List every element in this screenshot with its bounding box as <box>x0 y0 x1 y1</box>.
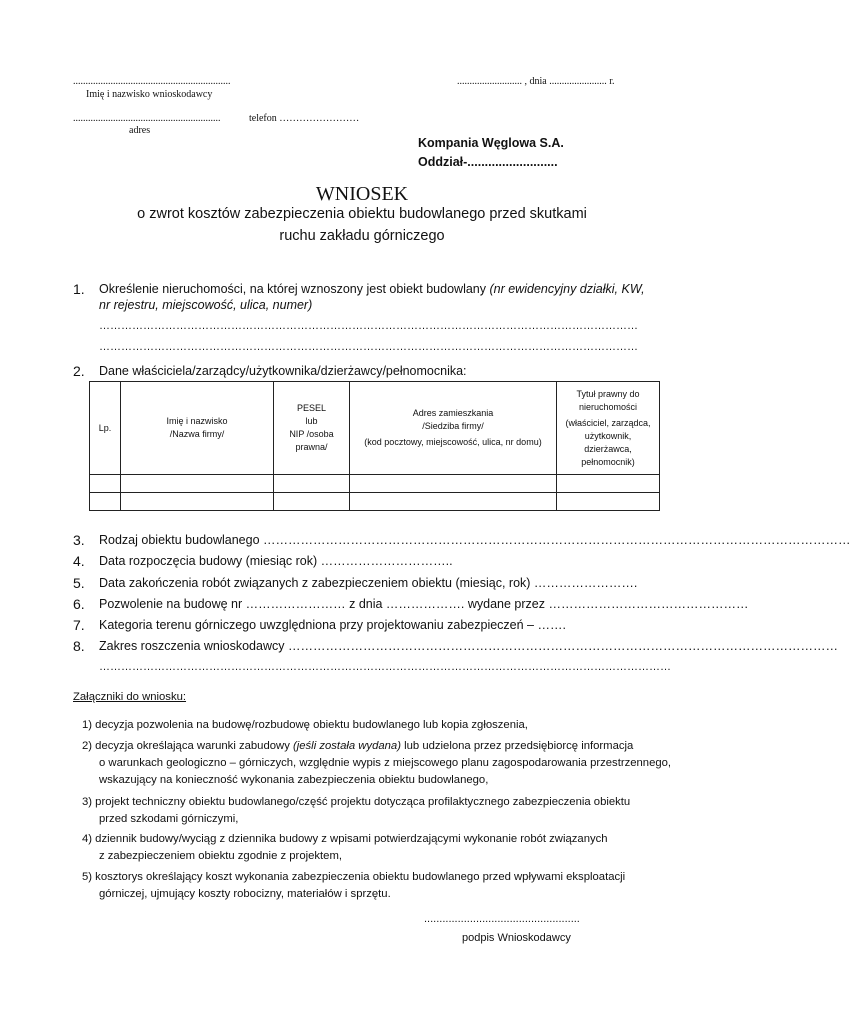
document-title: WNIOSEK <box>315 183 409 205</box>
table-header-row <box>90 382 660 475</box>
cell-pesel[interactable] <box>274 493 350 511</box>
item-5-number: 5. <box>73 575 85 591</box>
col-legal-title: Tytuł prawny do nieruchomości (właściciel, zarządca, użytkownik, dzierżawca, pełnomocnik) <box>557 382 660 475</box>
section-1-number: 1. <box>73 281 85 297</box>
attachment-4-line1: 4) dziennik budowy/wyciąg z dziennika budowy z wpisami potwierdzającymi wykonanie robót związanych <box>82 833 608 845</box>
section-1-hint-a: (nr ewidencyjny działki, KW, <box>489 282 645 296</box>
company-name: Kompania Węglowa S.A. <box>418 136 564 150</box>
cell-address[interactable] <box>350 475 557 493</box>
signature-label: podpis Wnioskodawcy <box>462 932 571 944</box>
cell-lp[interactable] <box>90 475 121 493</box>
table-row <box>90 493 660 511</box>
section-1-text <box>99 282 645 296</box>
col-pesel: PESEL lub NIP /osoba prawna/ <box>274 382 350 475</box>
section-1-dots-1: ………………………………………………………………………………………………………………………………… <box>99 320 638 332</box>
address-label: adres <box>129 125 151 136</box>
document-subtitle-line1: o zwrot kosztów zabezpieczenia obiektu budowlanego przed skutkami <box>137 206 587 222</box>
cell-pesel[interactable] <box>274 475 350 493</box>
item-6-text: Pozwolenie na budowę nr …………………… z dnia ………………. wydane przez ………………………………………… <box>99 597 749 611</box>
item-8-dots: ………………………………………………………………………………………………………………………………………… <box>99 661 671 673</box>
branch-field: Oddział-.......................... <box>418 155 558 169</box>
address-field: ........................................................... <box>73 113 221 124</box>
col-name: Imię i nazwisko /Nazwa firmy/ <box>121 382 274 475</box>
document-subtitle-line2: ruchu zakładu górniczego <box>279 228 445 244</box>
item-8-number: 8. <box>73 638 85 654</box>
col-address: Adres zamieszkania /Siedziba firmy/ (kod pocztowy, miejscowość, ulica, nr domu) <box>350 382 557 475</box>
attachment-1: 1) decyzja pozwolenia na budowę/rozbudowę obiektu budowlanego lub kopia zgłoszenia, <box>82 719 528 731</box>
item-6-number: 6. <box>73 596 85 612</box>
item-5-text: Data zakończenia robót związanych z zabezpieczeniem obiektu (miesiąc, rok) ……………………. <box>99 576 638 590</box>
attachment-2-line3: wskazujący na konieczność wykonania zabezpieczenia obiektu budowlanego, <box>99 774 489 786</box>
col-lp: Lp. <box>90 382 121 475</box>
cell-name[interactable] <box>121 493 274 511</box>
attachment-2-line2: o warunkach geologiczno – górniczych, względnie wypis z miejscowego planu zagospodarowania przestrzennego, <box>99 757 672 769</box>
place-date-field: .......................... , dnia ....................... r. <box>457 76 615 87</box>
cell-title[interactable] <box>557 475 660 493</box>
cell-title[interactable] <box>557 493 660 511</box>
signature-line: ................................................... <box>424 913 580 925</box>
cell-address[interactable] <box>350 493 557 511</box>
item-8-text: Zakres roszczenia wnioskodawcy …………………………………………………………………………………………………………………… <box>99 639 838 653</box>
applicant-name-label: Imię i nazwisko wnioskodawcy <box>86 89 213 100</box>
table-row <box>90 475 660 493</box>
applicant-name-field: ............................................................... <box>73 76 231 87</box>
attachment-4-line2: z zabezpieczeniem obiektu zgodnie z projektem, <box>99 850 343 862</box>
cell-name[interactable] <box>121 475 274 493</box>
section-2-number: 2. <box>73 363 85 379</box>
item-7-text: Kategoria terenu górniczego uwzględniona przy projektowaniu zabezpieczeń – ……. <box>99 618 566 632</box>
item-4-text: Data rozpoczęcia budowy (miesiąc rok) ………………………….. <box>99 554 453 568</box>
attachment-5-line1: 5) kosztorys określający koszt wykonania zabezpieczenia obiektu budowlanego przed wpływami eksploatacji <box>82 871 626 883</box>
section-2-text: Dane właściciela/zarządcy/użytkownika/dzierżawcy/pełnomocnika: <box>99 364 467 378</box>
attachments-heading: Załączniki do wniosku: <box>73 691 187 703</box>
cell-lp[interactable] <box>90 493 121 511</box>
attachment-3-line2: przed szkodami górniczymi, <box>99 813 239 825</box>
attachment-2-line1: 2) decyzja określająca warunki zabudowy (jeśli została wydana) lub udzielona przez przedsiębiorcę informacja <box>82 740 634 752</box>
section-1-hint-b: nr rejestru, miejscowość, ulica, numer) <box>99 298 313 312</box>
section-1-label: Określenie nieruchomości, na której wznoszony jest obiekt budowlany <box>99 282 490 296</box>
phone-field: telefon …………………… <box>249 113 360 124</box>
item-3-number: 3. <box>73 532 85 548</box>
section-1-dots-2: ………………………………………………………………………………………………………………………………… <box>99 341 638 353</box>
attachment-3-line1: 3) projekt techniczny obiektu budowlanego/część projektu dotycząca profilaktycznego zabezpieczenia obiektu <box>82 796 631 808</box>
owners-table <box>89 381 660 511</box>
item-7-number: 7. <box>73 617 85 633</box>
item-4-number: 4. <box>73 553 85 569</box>
attachment-5-line2: górniczej, ujmujący koszty robocizny, materiałów i sprzętu. <box>99 888 391 900</box>
item-3-text: Rodzaj obiektu budowlanego …………………………………………………………………………………………………………………………… <box>99 533 851 547</box>
